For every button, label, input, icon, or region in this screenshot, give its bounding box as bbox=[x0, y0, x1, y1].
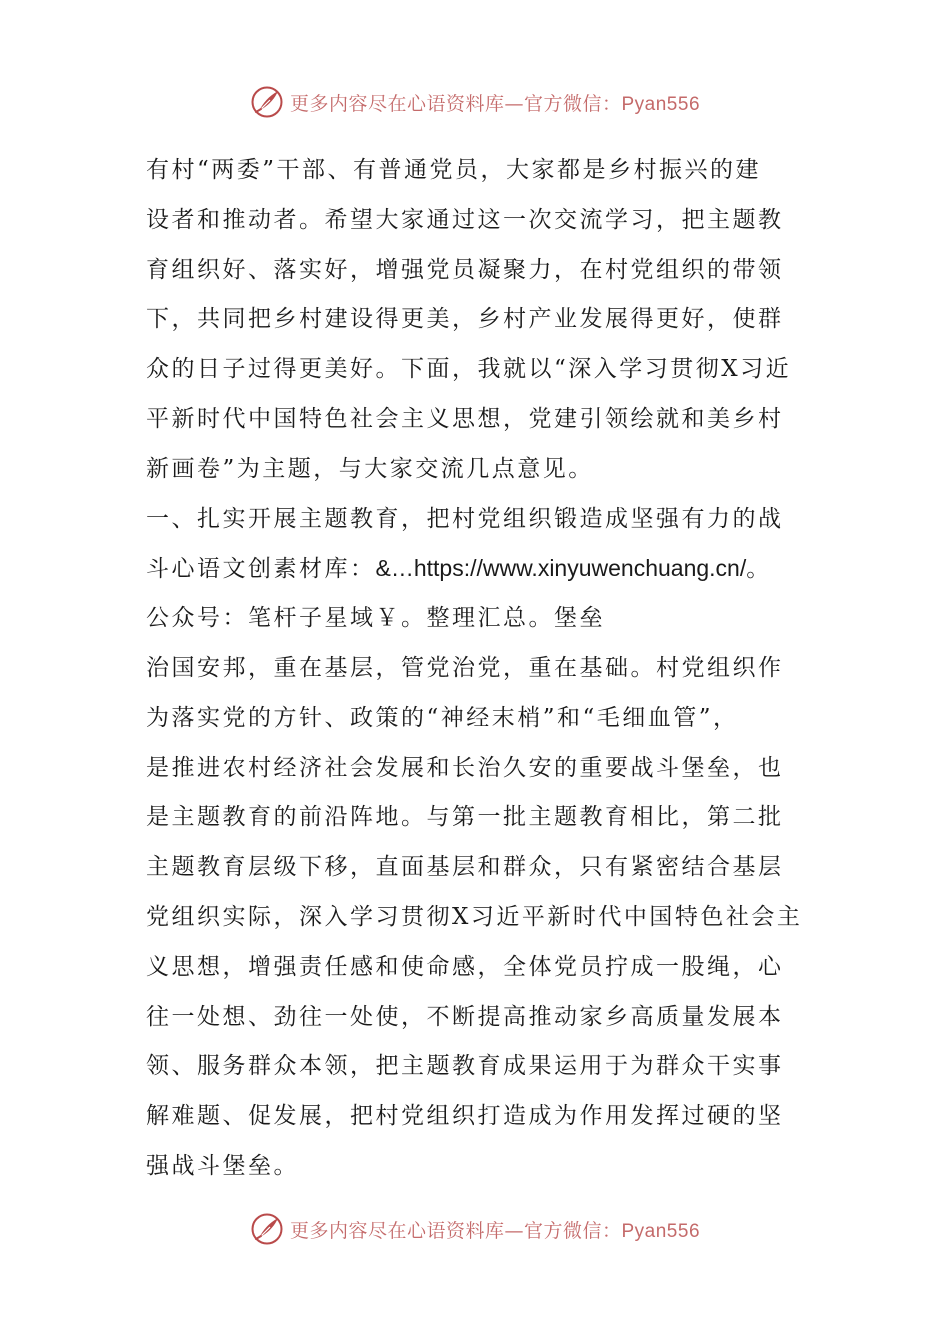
body-line: 为落实党的方针、政策的“神经末梢”和“毛细血管”， bbox=[146, 704, 739, 731]
footer-banner-text: 更多内容尽在心语资料库—官方微信：Pyan556 bbox=[289, 1219, 701, 1242]
body-line: 领、服务群众本领，把主题教育成果运用于为群众干实事 bbox=[146, 1053, 784, 1080]
body-line: 是主题教育的前沿阵地。与第一批主题教育相比，第二批 bbox=[146, 804, 784, 831]
footer-banner bbox=[0, 1209, 950, 1249]
header-banner-text: 更多内容尽在心语资料库—官方微信：Pyan556 bbox=[289, 92, 701, 115]
quill-pen-logo-icon bbox=[250, 85, 284, 119]
body-line: 治国安邦，重在基层，管党治党，重在基础。村党组织作 bbox=[146, 654, 784, 681]
body-line: 下，共同把乡村建设得更美，乡村产业发展得更好，使群 bbox=[146, 306, 784, 333]
body-line: 是推进农村经济社会发展和长治久安的重要战斗堡垒，也 bbox=[146, 754, 784, 781]
body-line: 往一处想、劲往一处使，不断提高推动家乡高质量发展本 bbox=[146, 1003, 784, 1030]
body-line bbox=[146, 544, 811, 594]
body-line: 设者和推动者。希望大家通过这一次交流学习，把主题教 bbox=[146, 206, 784, 233]
document-body bbox=[146, 146, 811, 1192]
quill-pen-logo-icon bbox=[250, 1212, 284, 1246]
body-line: 公众号：笔杆子星域￥。整理汇总。堡垒 bbox=[146, 605, 605, 632]
body-line-url: &…https://www.xinyuwenchuang.cn/ bbox=[375, 555, 747, 582]
body-line: 有村“两委”干部、有普通党员，大家都是乡村振兴的建 bbox=[146, 157, 762, 183]
body-line: 新画卷”为主题，与大家交流几点意见。 bbox=[146, 455, 594, 482]
body-line: 平新时代中国特色社会主义思想，党建引领绘就和美乡村 bbox=[146, 405, 784, 432]
body-line: 义思想，增强责任感和使命感，全体党员拧成一股绳，心 bbox=[146, 953, 784, 980]
body-line: 众的日子过得更美好。下面，我就以“深入学习贯彻X习近 bbox=[146, 356, 792, 383]
body-line: 一、扎实开展主题教育，把村党组织锻造成坚强有力的战 bbox=[146, 505, 784, 532]
body-line-suffix: 。 bbox=[746, 556, 772, 583]
footer-wechat-id: Pyan556 bbox=[621, 1220, 701, 1242]
body-line: 主题教育层级下移，直面基层和群众，只有紧密结合基层 bbox=[146, 854, 784, 881]
body-line: 解难题、促发展，把村党组织打造成为作用发挥过硬的坚 bbox=[146, 1103, 784, 1130]
header-wechat-id: Pyan556 bbox=[621, 93, 701, 115]
body-line-prefix: 斗心语文创素材库： bbox=[146, 556, 376, 583]
header-banner bbox=[0, 82, 950, 122]
body-line: 强战斗堡垒。 bbox=[146, 1152, 299, 1179]
body-line: 育组织好、落实好，增强党员凝聚力，在村党组织的带领 bbox=[146, 256, 784, 283]
body-line: 党组织实际，深入学习贯彻X习近平新时代中国特色社会主 bbox=[146, 903, 803, 930]
